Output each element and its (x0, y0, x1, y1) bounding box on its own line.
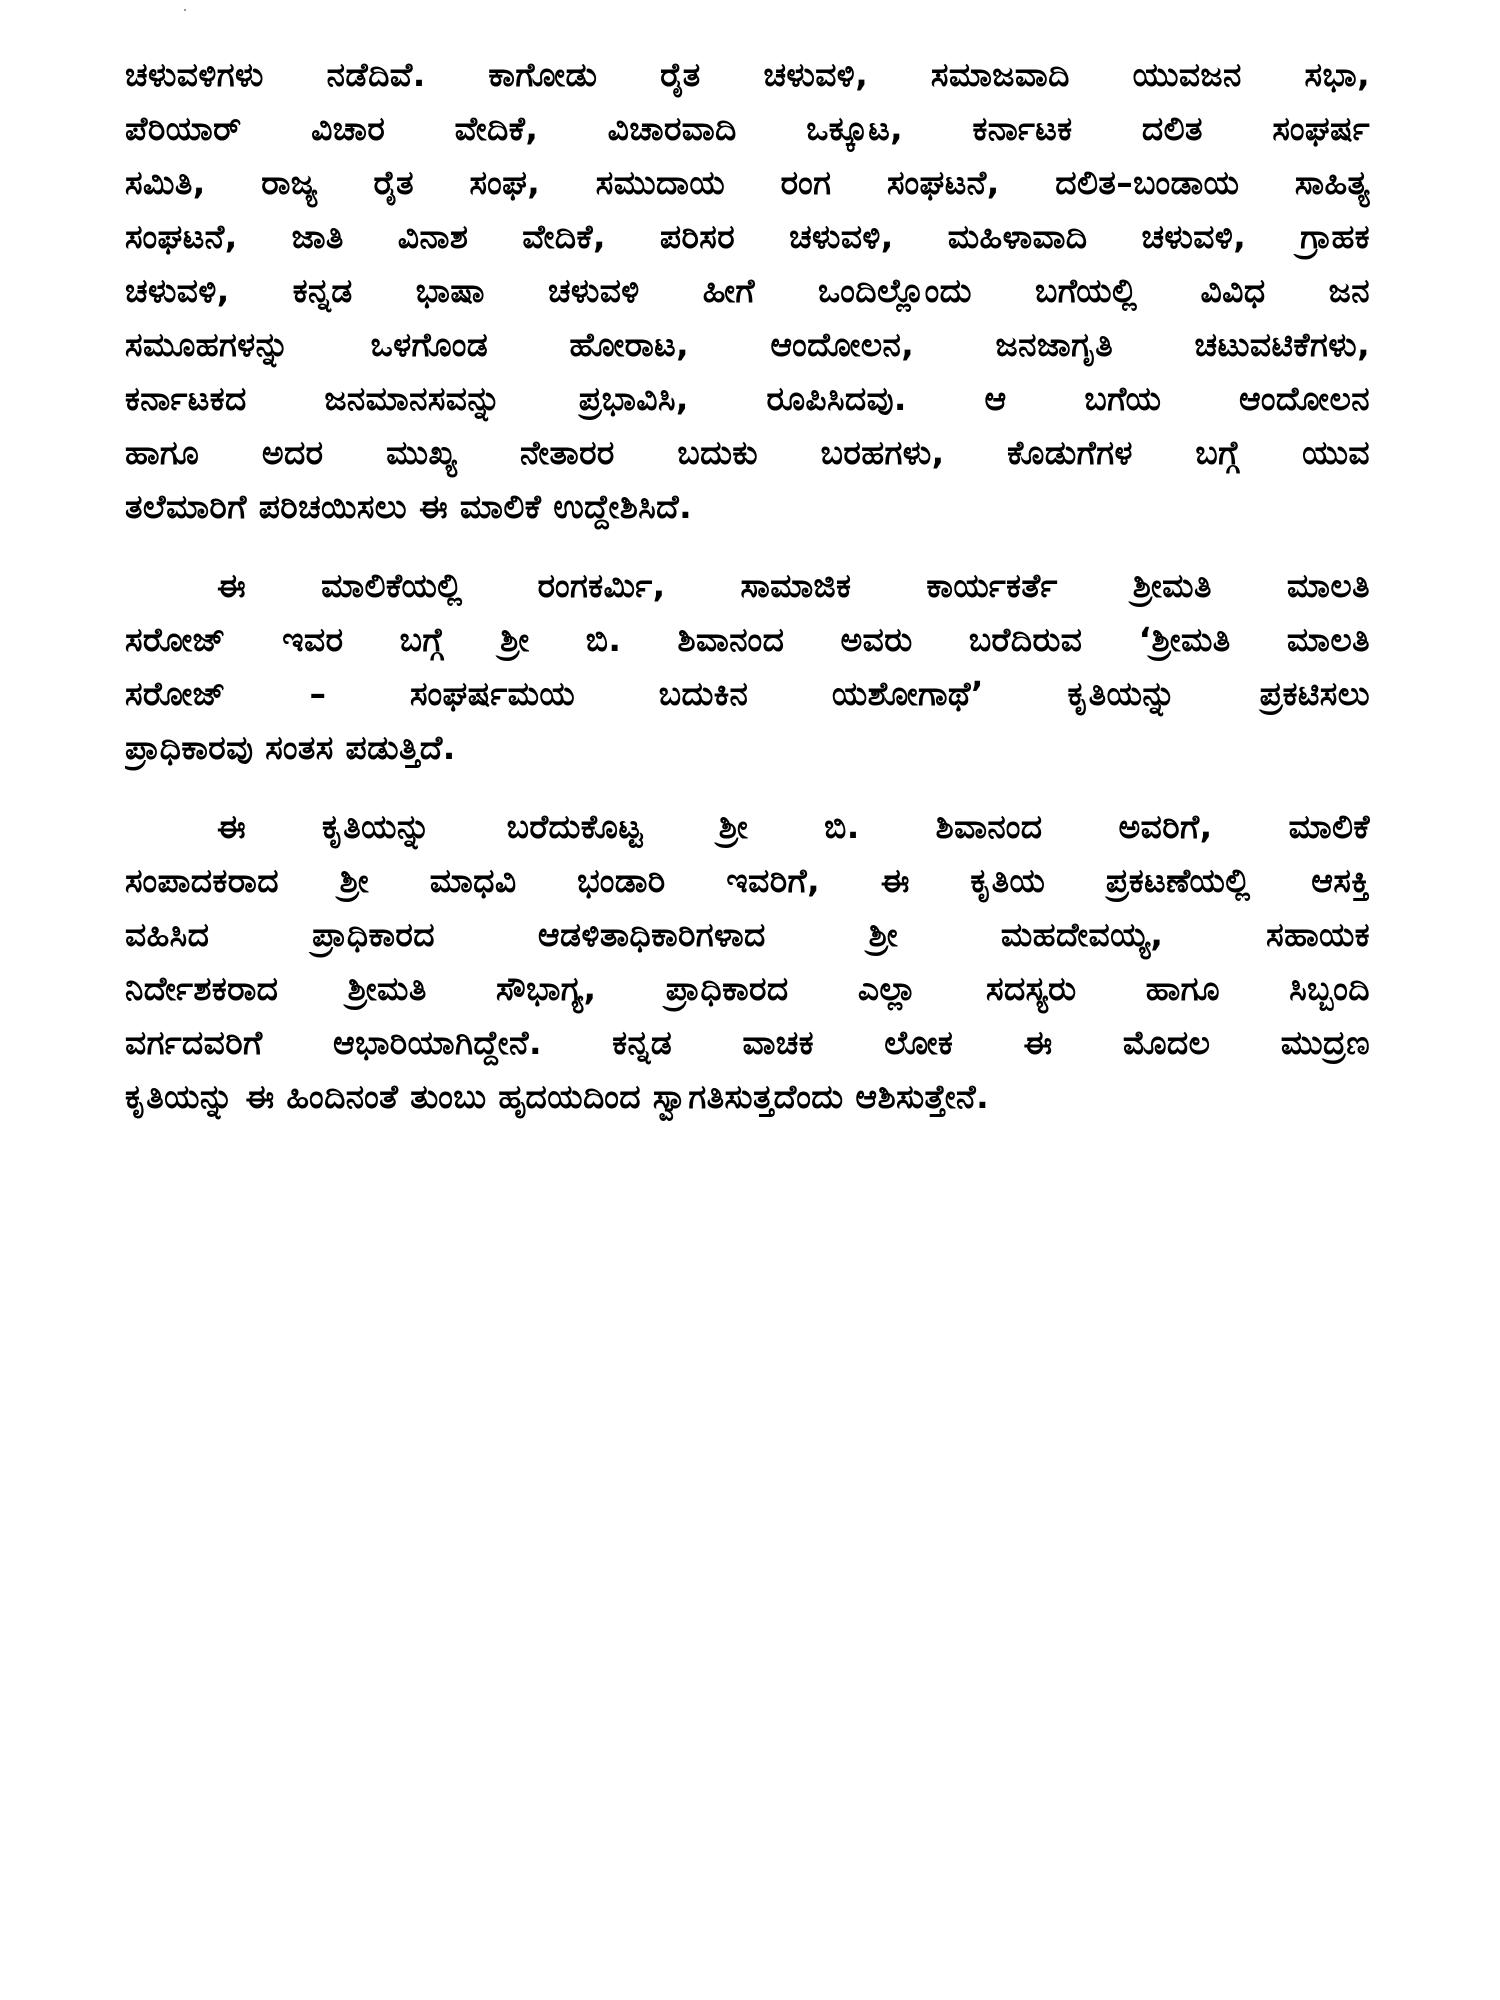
text-line: ಕೃತಿಯನ್ನು ಈ ಹಿಂದಿನಂತೆ ತುಂಬು ಹೃದಯದಿಂದ ಸ್ವಾಗತಿಸುತ್ತದೆಂದು ಆಶಿಸುತ್ತೇನೆ. (125, 1077, 990, 1116)
text-line: ಸರೋಜ್ ಇವರ ಬಗ್ಗೆ ಶ್ರೀ ಬಿ. ಶಿವಾನಂದ ಅವರು ಬರೆದಿರುವ ‘ಶ್ರೀಮತಿ ಮಾಲತಿ (125, 620, 1370, 659)
text-line: ಪ್ರಾಧಿಕಾರವು ಸಂತಸ ಪಡುತ್ತಿದೆ. (125, 728, 456, 767)
text-line: ಕರ್ನಾಟಕದ ಜನಮಾನಸವನ್ನು ಪ್ರಭಾವಿಸಿ, ರೂಪಿಸಿದವು. ಆ ಬಗೆಯ ಆಂದೋಲನ (125, 379, 1370, 418)
text-line: ಸರೋಜ್ – ಸಂಘರ್ಷಮಯ ಬದುಕಿನ ಯಶೋಗಾಥೆ’ ಕೃತಿಯನ್ನು ಪ್ರಕಟಿಸಲು (125, 674, 1370, 713)
text-line: ಪೆರಿಯಾರ್ ವಿಚಾರ ವೇದಿಕೆ, ವಿಚಾರವಾದಿ ಒಕ್ಕೂಟ, ಕರ್ನಾಟಕ ದಲಿತ ಸಂಘರ್ಷ (125, 109, 1370, 148)
text-line: ನಿರ್ದೇಶಕರಾದ ಶ್ರೀಮತಿ ಸೌಭಾಗ್ಯ, ಪ್ರಾಧಿಕಾರದ ಎಲ್ಲಾ ಸದಸ್ಯರು ಹಾಗೂ ಸಿಬ್ಬಂದಿ (125, 969, 1370, 1008)
paragraph-acknowledgements (125, 800, 1370, 1124)
text-line: ಈ ಕೃತಿಯನ್ನು ಬರೆದುಕೊಟ್ಟ ಶ್ರೀ ಬಿ. ಶಿವಾನಂದ ಅವರಿಗೆ, ಮಾಲಿಕೆ (217, 807, 1370, 846)
paragraph-movements (125, 48, 1370, 534)
text-line: ವರ್ಗದವರಿಗೆ ಆಭಾರಿಯಾಗಿದ್ದೇನೆ. ಕನ್ನಡ ವಾಚಕ ಲೋಕ ಈ ಮೊದಲ ಮುದ್ರಣ (125, 1023, 1370, 1062)
text-line: ಸಮಿತಿ, ರಾಜ್ಯ ರೈತ ಸಂಘ, ಸಮುದಾಯ ರಂಗ ಸಂಘಟನೆ, ದಲಿತ–ಬಂಡಾಯ ಸಾಹಿತ್ಯ (125, 163, 1370, 202)
text-line: ವಹಿಸಿದ ಪ್ರಾಧಿಕಾರದ ಆಡಳಿತಾಧಿಕಾರಿಗಳಾದ ಶ್ರೀ ಮಹದೇವಯ್ಯ, ಸಹಾಯಕ (125, 915, 1370, 954)
text-line: ಸಂಘಟನೆ, ಜಾತಿ ವಿನಾಶ ವೇದಿಕೆ, ಪರಿಸರ ಚಳುವಳಿ, ಮಹಿಳಾವಾದಿ ಚಳುವಳಿ, ಗ್ರಾಹಕ (125, 217, 1370, 256)
paragraph-publication (125, 559, 1370, 775)
body-text (125, 48, 1370, 1149)
scan-speck (184, 9, 186, 11)
text-line: ತಲೆಮಾರಿಗೆ ಪರಿಚಯಿಸಲು ಈ ಮಾಲಿಕೆ ಉದ್ದೇಶಿಸಿದೆ. (125, 487, 693, 526)
text-line: ಚಳುವಳಿಗಳು ನಡೆದಿವೆ. ಕಾಗೋಡು ರೈತ ಚಳುವಳಿ, ಸಮಾಜವಾದಿ ಯುವಜನ ಸಭಾ, (125, 55, 1370, 94)
text-line: ಚಳುವಳಿ, ಕನ್ನಡ ಭಾಷಾ ಚಳುವಳಿ ಹೀಗೆ ಒಂದಿಲ್ಲೊಂದು ಬಗೆಯಲ್ಲಿ ವಿವಿಧ ಜನ (125, 271, 1370, 310)
text-line: ಸಂಪಾದಕರಾದ ಶ್ರೀ ಮಾಧವಿ ಭಂಡಾರಿ ಇವರಿಗೆ, ಈ ಕೃತಿಯ ಪ್ರಕಟಣೆಯಲ್ಲಿ ಆಸಕ್ತಿ (125, 861, 1370, 900)
text-line: ಈ ಮಾಲಿಕೆಯಲ್ಲಿ ರಂಗಕರ್ಮಿ, ಸಾಮಾಜಿಕ ಕಾರ್ಯಕರ್ತೆ ಶ್ರೀಮತಿ ಮಾಲತಿ (217, 566, 1370, 605)
text-line: ಸಮೂಹಗಳನ್ನು ಒಳಗೊಂಡ ಹೋರಾಟ, ಆಂದೋಲನ, ಜನಜಾಗೃತಿ ಚಟುವಟಿಕೆಗಳು, (125, 325, 1370, 364)
text-line: ಹಾಗೂ ಅದರ ಮುಖ್ಯ ನೇತಾರರ ಬದುಕು ಬರಹಗಳು, ಕೊಡುಗೆಗಳ ಬಗ್ಗೆ ಯುವ (125, 433, 1370, 472)
